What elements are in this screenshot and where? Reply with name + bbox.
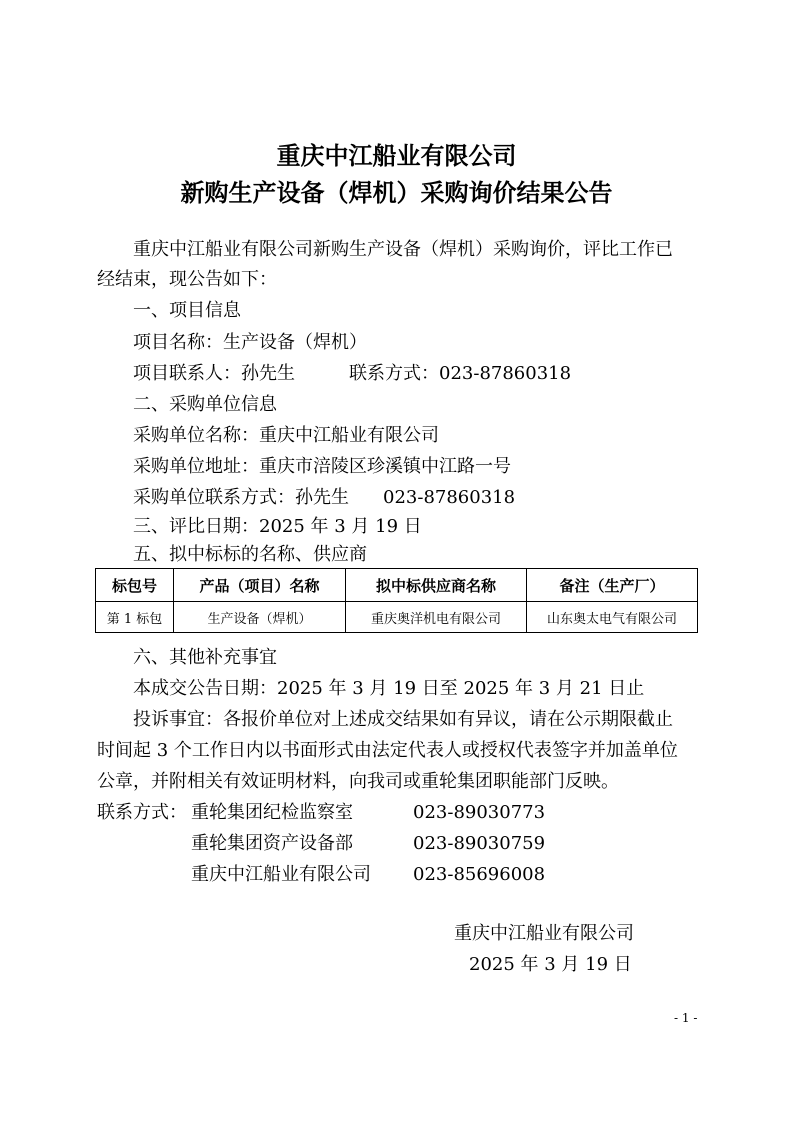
section-winning-bid-heading: 五、拟中标标的名称、供应商: [133, 544, 367, 565]
table-cell-product-name: 生产设备（焊机）: [174, 602, 346, 633]
section-evaluation-date: 三、评比日期：2025 年 3 月 19 日: [133, 516, 422, 537]
section-buyer-info-heading: 二、采购单位信息: [133, 394, 277, 415]
contact-department: 重轮集团纪检监察室: [191, 802, 353, 823]
intro-paragraph-line-1: 重庆中江船业有限公司新购生产设备（焊机）采购询价，评比工作已: [133, 239, 673, 260]
contact-phone: 023-85696008: [413, 864, 546, 885]
table-header-remark-manufacturer: 备注（生产厂）: [527, 569, 698, 602]
table-header-row: [96, 569, 698, 602]
project-contact-person: 项目联系人：孙先生: [133, 363, 295, 384]
buyer-contact-phone: 023-87860318: [383, 487, 516, 508]
announcement-period: 本成交公告日期：2025 年 3 月 19 日至 2025 年 3 月 21 日止: [133, 678, 645, 699]
intro-paragraph-line-2: 经结束，现公告如下：: [97, 269, 277, 290]
contacts-label: 联系方式：: [97, 802, 187, 823]
complaint-paragraph-line-3: 公章，并附相关有效证明材料，向我司或重轮集团职能部门反映。: [97, 771, 619, 792]
winning-bid-table: [95, 568, 698, 633]
page-number: - 1 -: [674, 1011, 698, 1025]
buyer-address: 采购单位地址：重庆市涪陵区珍溪镇中江路一号: [133, 456, 511, 477]
contact-department: 重庆中江船业有限公司: [191, 864, 371, 885]
complaint-paragraph-line-2: 时间起 3 个工作日内以书面形式由法定代表人或授权代表签字并加盖单位: [97, 740, 678, 761]
table-cell-manufacturer: 山东奥太电气有限公司: [527, 602, 698, 633]
table-row: [96, 602, 698, 633]
table-cell-lot-number: 第 1 标包: [96, 602, 174, 633]
contact-phone: 023-89030773: [413, 802, 546, 823]
section-project-info-heading: 一、项目信息: [133, 300, 241, 321]
table-header-supplier-name: 拟中标供应商名称: [346, 569, 527, 602]
signature-company: 重庆中江船业有限公司: [454, 923, 634, 944]
project-contact-phone: 联系方式：023-87860318: [349, 363, 572, 384]
project-name: 项目名称：生产设备（焊机）: [133, 332, 367, 353]
complaint-paragraph-line-1: 投诉事宜：各报价单位对上述成交结果如有异议，请在公示期限截止: [133, 709, 673, 730]
buyer-name: 采购单位名称：重庆中江船业有限公司: [133, 425, 439, 446]
contact-phone: 023-89030759: [413, 833, 546, 854]
table-header-lot-number: 标包号: [96, 569, 174, 602]
table-header-product-name: 产品（项目）名称: [174, 569, 346, 602]
document-title-company: 重庆中江船业有限公司: [276, 142, 517, 170]
table-cell-supplier-name: 重庆奥洋机电有限公司: [346, 602, 527, 633]
signature-date: 2025 年 3 月 19 日: [469, 954, 632, 975]
document-title-subject: 新购生产设备（焊机）采购询价结果公告: [180, 179, 613, 207]
contact-department: 重轮集团资产设备部: [191, 833, 353, 854]
section-other-matters-heading: 六、其他补充事宜: [133, 647, 277, 668]
buyer-contact-person: 采购单位联系方式：孙先生: [133, 487, 349, 508]
